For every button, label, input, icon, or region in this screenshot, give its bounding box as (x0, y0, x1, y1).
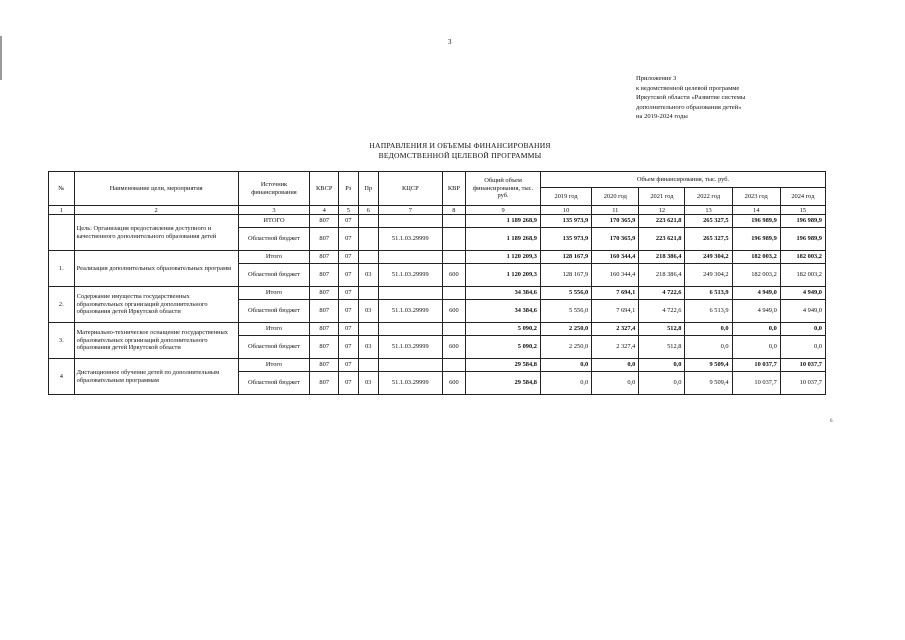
column-number: 3 (238, 206, 310, 215)
year-value-cell: 6 513,9 (685, 300, 732, 323)
kcsr-cell: 51.1.03.29999 (379, 372, 443, 395)
year-value-cell: 265 327,5 (685, 228, 732, 251)
year-value-cell: 135 973,9 (540, 228, 591, 251)
kvsr-cell: 807 (310, 300, 339, 323)
kvsr-cell: 807 (310, 215, 339, 228)
row-number (49, 215, 75, 251)
header-kvsr: КВСР (310, 172, 339, 206)
pr-cell (358, 287, 379, 300)
rz-cell: 07 (339, 264, 358, 287)
page-number: 3 (448, 38, 452, 46)
column-number: 5 (339, 206, 358, 215)
year-value-cell: 182 003,2 (780, 251, 825, 264)
kcsr-cell (379, 323, 443, 336)
row-number: 4 (49, 359, 75, 395)
kcsr-cell: 51.1.03.29999 (379, 228, 443, 251)
kvr-cell (442, 251, 466, 264)
year-value-cell: 196 989,9 (732, 228, 780, 251)
year-value-cell: 4 949,0 (780, 300, 825, 323)
year-value-cell: 7 694,1 (592, 300, 639, 323)
row-number: 3. (49, 323, 75, 359)
source-cell: Областной бюджет (238, 336, 310, 359)
header-year: 2023 год (732, 188, 780, 206)
row-name: Материально-техническое оснащение государственных образовательных организаций дополнительного образования детей Иркутской области (74, 323, 238, 359)
year-value-cell: 160 344,4 (592, 251, 639, 264)
year-value-cell: 223 621,8 (639, 215, 685, 228)
column-number: 11 (592, 206, 639, 215)
year-value-cell: 0,0 (639, 372, 685, 395)
kcsr-cell (379, 359, 443, 372)
kvr-cell (442, 359, 466, 372)
year-value-cell: 0,0 (780, 336, 825, 359)
year-value-cell: 223 621,8 (639, 228, 685, 251)
column-number: 2 (74, 206, 238, 215)
rz-cell: 07 (339, 251, 358, 264)
header-rz: Рз (339, 172, 358, 206)
year-value-cell: 218 386,4 (639, 251, 685, 264)
kvr-cell: 600 (442, 300, 466, 323)
kvr-cell: 600 (442, 336, 466, 359)
source-cell: ИТОГО (238, 215, 310, 228)
header-pr: Пр (358, 172, 379, 206)
source-cell: Областной бюджет (238, 300, 310, 323)
header-kcsr: КЦСР (379, 172, 443, 206)
appendix-line: к ведомственной целевой программе (636, 84, 740, 92)
corner-mark: 6 (830, 419, 833, 424)
year-value-cell: 10 037,7 (780, 359, 825, 372)
kvsr-cell: 807 (310, 264, 339, 287)
year-value-cell: 0,0 (540, 359, 591, 372)
rz-cell: 07 (339, 372, 358, 395)
appendix-line: Приложение 3 (636, 75, 677, 82)
year-value-cell: 0,0 (540, 372, 591, 395)
year-value-cell: 0,0 (780, 323, 825, 336)
kcsr-cell (379, 251, 443, 264)
kcsr-cell (379, 215, 443, 228)
year-value-cell: 4 722,6 (639, 287, 685, 300)
year-value-cell: 0,0 (639, 359, 685, 372)
year-value-cell: 7 694,1 (592, 287, 639, 300)
year-value-cell: 2 250,0 (540, 323, 591, 336)
header-total: Общий объем финансирования, тыс. руб. (466, 172, 541, 206)
rz-cell: 07 (339, 300, 358, 323)
source-cell: Итого (238, 323, 310, 336)
column-number: 15 (780, 206, 825, 215)
year-value-cell: 0,0 (592, 359, 639, 372)
year-value-cell: 5 556,0 (540, 300, 591, 323)
header-num: № (49, 172, 75, 206)
appendix-note (636, 74, 745, 122)
financing-table (48, 171, 826, 395)
year-value-cell: 4 949,0 (780, 287, 825, 300)
kcsr-cell: 51.1.03.29999 (379, 300, 443, 323)
year-value-cell: 249 304,2 (685, 251, 732, 264)
pr-cell (358, 251, 379, 264)
year-value-cell: 512,8 (639, 336, 685, 359)
header-year: 2019 год (540, 188, 591, 206)
year-value-cell: 160 344,4 (592, 264, 639, 287)
kcsr-cell: 51.1.03.29999 (379, 264, 443, 287)
source-cell: Областной бюджет (238, 264, 310, 287)
source-cell: Итого (238, 359, 310, 372)
pr-cell: 03 (358, 372, 379, 395)
column-number: 4 (310, 206, 339, 215)
year-value-cell: 10 037,7 (780, 372, 825, 395)
year-value-cell: 2 327,4 (592, 336, 639, 359)
header-source: Источник финансирования (238, 172, 310, 206)
year-value-cell: 0,0 (685, 323, 732, 336)
row-number: 2. (49, 287, 75, 323)
total-cell: 5 090,2 (466, 323, 541, 336)
total-cell: 5 090,2 (466, 336, 541, 359)
header-year: 2020 год (592, 188, 639, 206)
appendix-line: на 2019-2024 годы (636, 113, 688, 121)
header-name: Наименование цели, мероприятия (74, 172, 238, 206)
appendix-line: дополнительного образования детей» (636, 103, 742, 111)
header-year: 2022 год (685, 188, 732, 206)
header-year: 2024 год (780, 188, 825, 206)
year-value-cell: 182 003,2 (732, 251, 780, 264)
pr-cell (358, 215, 379, 228)
rz-cell: 07 (339, 215, 358, 228)
total-cell: 1 189 268,9 (466, 215, 541, 228)
year-value-cell: 128 167,9 (540, 264, 591, 287)
year-value-cell: 4 949,0 (732, 300, 780, 323)
total-cell: 29 584,8 (466, 359, 541, 372)
kvsr-cell: 807 (310, 228, 339, 251)
pr-cell: 03 (358, 300, 379, 323)
kvsr-cell: 807 (310, 336, 339, 359)
column-number: 10 (540, 206, 591, 215)
title-line-1: НАПРАВЛЕНИЯ И ОБЪЕМЫ ФИНАНСИРОВАНИЯ (369, 141, 551, 150)
source-cell: Областной бюджет (238, 372, 310, 395)
total-cell: 1 120 209,3 (466, 264, 541, 287)
rz-cell: 07 (339, 323, 358, 336)
total-cell: 34 384,6 (466, 300, 541, 323)
column-number: 6 (358, 206, 379, 215)
table-row (49, 251, 826, 264)
kvsr-cell: 807 (310, 359, 339, 372)
total-cell: 1 120 209,3 (466, 251, 541, 264)
kvsr-cell: 807 (310, 287, 339, 300)
table-row (49, 287, 826, 300)
column-number: 13 (685, 206, 732, 215)
kcsr-cell (379, 287, 443, 300)
pr-cell (358, 323, 379, 336)
column-number: 9 (466, 206, 541, 215)
row-name: Содержание имущества государственных образовательных организаций дополнительного образования детей Иркутской области (74, 287, 238, 323)
pr-cell (358, 228, 379, 251)
year-value-cell: 196 989,9 (780, 215, 825, 228)
year-value-cell: 5 556,0 (540, 287, 591, 300)
column-number-row (49, 206, 826, 215)
rz-cell: 07 (339, 228, 358, 251)
row-name: Цель: Организация предоставления доступного и качественного дополнительного образования детей (74, 215, 238, 251)
source-cell: Итого (238, 251, 310, 264)
year-value-cell: 4 722,6 (639, 300, 685, 323)
column-number: 7 (379, 206, 443, 215)
year-value-cell: 0,0 (685, 336, 732, 359)
row-number: 1. (49, 251, 75, 287)
year-value-cell: 4 949,0 (732, 287, 780, 300)
kvr-cell (442, 287, 466, 300)
year-value-cell: 10 037,7 (732, 372, 780, 395)
year-value-cell: 196 989,9 (780, 228, 825, 251)
year-value-cell: 135 973,9 (540, 215, 591, 228)
year-value-cell: 128 167,9 (540, 251, 591, 264)
year-value-cell: 2 250,0 (540, 336, 591, 359)
kvsr-cell: 807 (310, 251, 339, 264)
pr-cell: 03 (358, 336, 379, 359)
header-row (49, 172, 826, 188)
table-row (49, 323, 826, 336)
year-value-cell: 9 509,4 (685, 359, 732, 372)
title-line-2: ВЕДОМСТВЕННОЙ ЦЕЛЕВОЙ ПРОГРАММЫ (378, 151, 542, 160)
total-cell: 29 584,8 (466, 372, 541, 395)
year-value-cell: 0,0 (732, 323, 780, 336)
column-number: 14 (732, 206, 780, 215)
year-value-cell: 6 513,9 (685, 287, 732, 300)
rz-cell: 07 (339, 336, 358, 359)
header-volume: Объем финансирования, тыс. руб. (540, 172, 825, 188)
header-year: 2021 год (639, 188, 685, 206)
scan-edge-mark (0, 36, 2, 80)
year-value-cell: 170 365,9 (592, 215, 639, 228)
year-value-cell: 10 037,7 (732, 359, 780, 372)
year-value-cell: 196 989,9 (732, 215, 780, 228)
source-cell: Областной бюджет (238, 228, 310, 251)
kvr-cell: 600 (442, 372, 466, 395)
year-value-cell: 170 365,9 (592, 228, 639, 251)
appendix-line: Иркутской области «Развитие системы (636, 94, 746, 102)
year-value-cell: 0,0 (732, 336, 780, 359)
year-value-cell: 9 509,4 (685, 372, 732, 395)
year-value-cell: 0,0 (592, 372, 639, 395)
table-row (49, 215, 826, 228)
kcsr-cell: 51.1.03.29999 (379, 336, 443, 359)
kvsr-cell: 807 (310, 372, 339, 395)
kvr-cell: 600 (442, 264, 466, 287)
total-cell: 34 384,6 (466, 287, 541, 300)
header-kvr: КВР (442, 172, 466, 206)
rz-cell: 07 (339, 287, 358, 300)
kvr-cell (442, 323, 466, 336)
document-title (300, 141, 620, 161)
year-value-cell: 512,8 (639, 323, 685, 336)
kvr-cell (442, 215, 466, 228)
year-value-cell: 182 003,2 (732, 264, 780, 287)
total-cell: 1 189 268,9 (466, 228, 541, 251)
year-value-cell: 2 327,4 (592, 323, 639, 336)
source-cell: Итого (238, 287, 310, 300)
table-row (49, 359, 826, 372)
year-value-cell: 265 327,5 (685, 215, 732, 228)
row-name: Дистанционное обучение детей по дополнительным образовательным программам (74, 359, 238, 395)
row-name: Реализация дополнительных образовательных программ (74, 251, 238, 287)
pr-cell (358, 359, 379, 372)
column-number: 1 (49, 206, 75, 215)
column-number: 8 (442, 206, 466, 215)
kvr-cell (442, 228, 466, 251)
year-value-cell: 182 003,2 (780, 264, 825, 287)
year-value-cell: 249 304,2 (685, 264, 732, 287)
column-number: 12 (639, 206, 685, 215)
rz-cell: 07 (339, 359, 358, 372)
pr-cell: 03 (358, 264, 379, 287)
year-value-cell: 218 386,4 (639, 264, 685, 287)
kvsr-cell: 807 (310, 323, 339, 336)
